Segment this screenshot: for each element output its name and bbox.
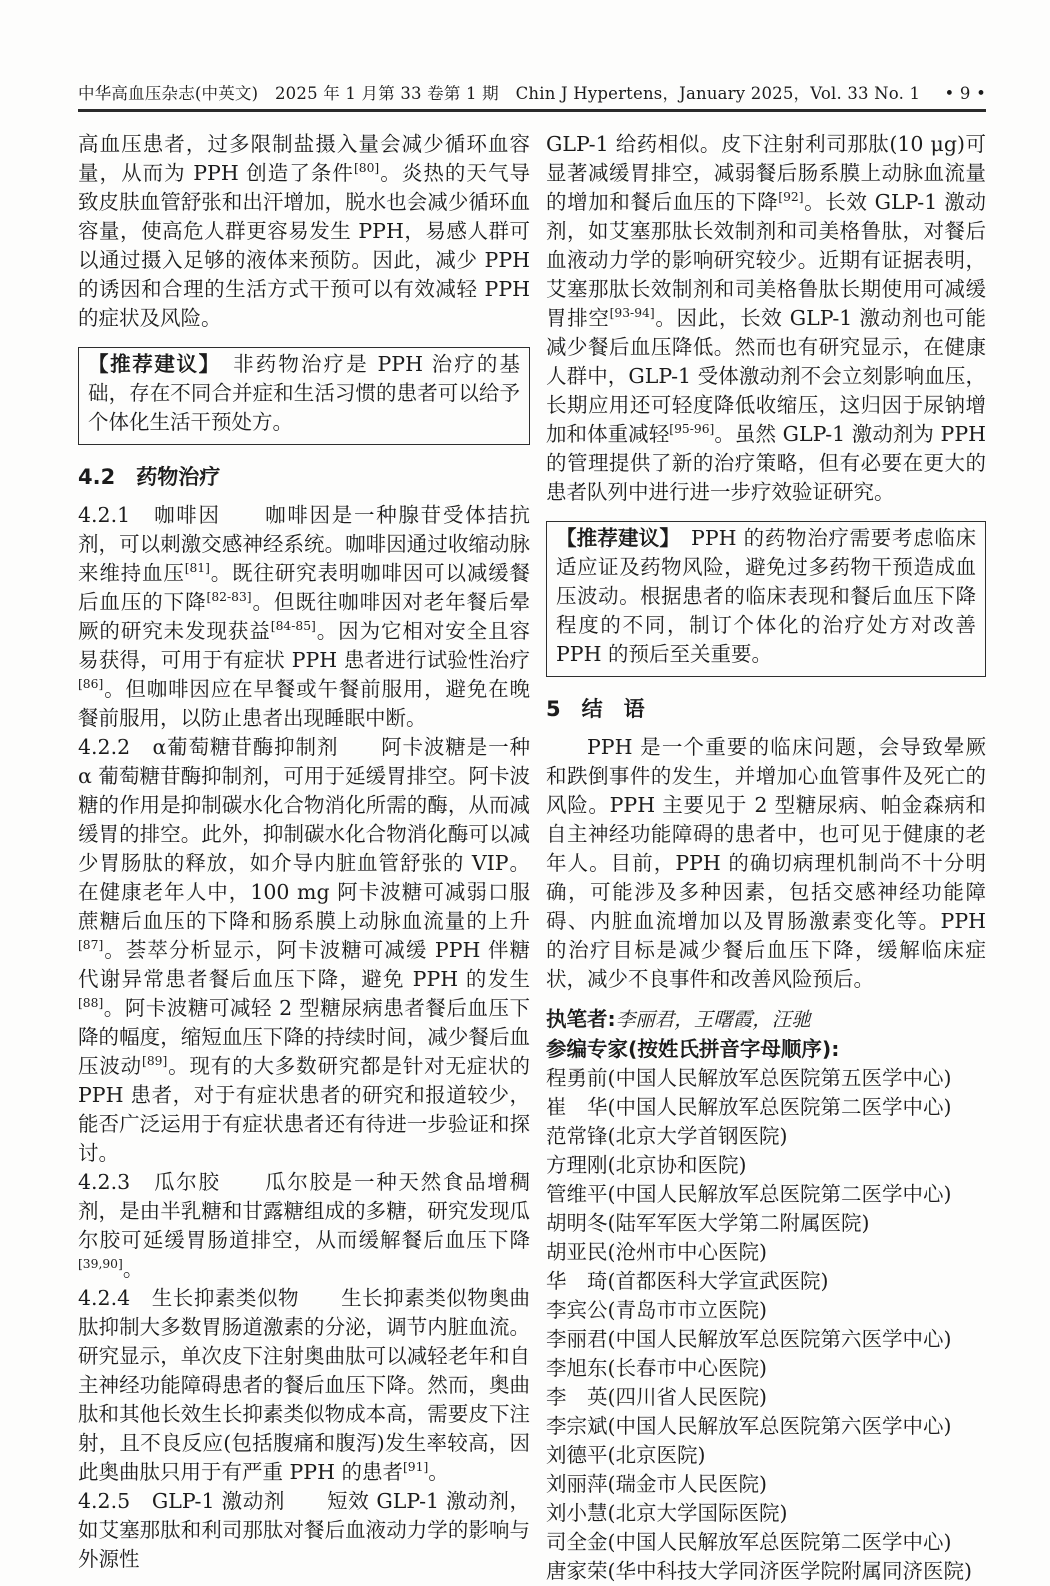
expert-entry: 李丽君(中国人民解放军总医院第六医学中心)	[546, 1327, 952, 1351]
paragraph-glp1-continued: GLP-1 给药相似。皮下注射利司那肽(10 μg)可显著减缓胃排空，减弱餐后肠系膜上动脉血流量的增加和餐后血压的下降[92]。长效 GLP-1 激动剂，如艾塞那肽长效制剂和司美格鲁肽，对餐后血液动力学的影响研究较少。近期有证据表明，艾塞那肽长效制剂和司美格鲁肽长期使用可减缓胃排空[93-94]。因此，长效 GLP-1 激动剂也可能减少餐后血压降低。然而也有研究显示，在健康人群中，GLP-1 受体激动剂不会立刻影响血压，长期应用还可轻度降低收缩压，这归因于尿钠增加和体重减轻[95-96]。虽然 GLP-1 激动剂为 PPH 的管理提供了新的治疗策略，但有必要在更大的患者队列中进行进一步疗效验证研究。	[546, 132, 987, 504]
paragraph-4-2-3-guar-gum: 4.2.3 瓜尔胶 瓜尔胶是一种天然食品增稠剂，是由半乳糖和甘露糖组成的多糖，研究发现瓜尔胶可延缓胃肠道排空，从而缓解餐后血压下降[39,90]。	[78, 1170, 530, 1281]
paragraph-continuation: 高血压患者，过多限制盐摄入量会减少循环血容量，从而为 PPH 创造了条件[80]。炎热的天气导致皮肤血管舒张和出汗增加，脱水也会减少循环血容量，使高危人群更容易发生 PPH，易感人群可以通过摄入足够的液体来预防。因此，减少 PPH 的诱因和合理的生活方式干预可以有效减轻 PPH 的症状及风险。	[78, 132, 531, 330]
header-rule	[78, 109, 986, 112]
paragraph-conclusion: PPH 是一个重要的临床问题，会导致晕厥和跌倒事件的发生，并增加心血管事件及死亡的风险。PPH 主要见于 2 型糖尿病、帕金森病和自主神经功能障碍的患者中，也可见于健康的老年人。目前，PPH 的确切病理机制尚不十分明确，可能涉及多种因素，包括交感神经功能障碍、内脏血流增加以及胃肠激素变化等。PPH 的治疗目标是减少餐后血压下降，缓解临床症状，减少不良事件和改善风险预后。	[546, 735, 986, 991]
journal-citation-line: 中华高血压杂志(中英文) 2025 年 1 月第 33 卷第 1 期 Chin J Hypertens，January 2025，Vol. 33 No. 1	[78, 84, 921, 103]
recommendation-text: PPH 的药物治疗需要考虑临床适应证及药物风险，避免过多药物干预造成血压波动。根据患者的临床表现和餐后血压下降程度的不同，制订个体化的治疗处方对改善 PPH 的预后至关重要。	[556, 526, 977, 666]
expert-entry: 司全金(中国人民解放军总医院第二医学中心)	[546, 1530, 952, 1554]
expert-entry: 崔 华(中国人民解放军总医院第二医学中心)	[546, 1095, 952, 1119]
experts-label: 参编专家(按姓氏拼音字母顺序):	[546, 1037, 840, 1061]
recommendation-box-1	[78, 347, 530, 445]
expert-entry: 方理刚(北京协和医院)	[546, 1153, 747, 1177]
left-column	[78, 130, 530, 1574]
section-heading-5-conclusion: 5 结 语	[546, 697, 645, 721]
paragraph-4-2-2-acarbose: 4.2.2 α葡萄糖苷酶抑制剂 阿卡波糖是一种 α 葡萄糖苷酶抑制剂，可用于延缓胃排空。阿卡波糖的作用是抑制碳水化合物消化所需的酶，从而减缓胃的排空。此外，抑制碳水化合物消化酶可以减少胃肠肽的释放，如介导内脏血管舒张的 VIP。在健康老年人中，100 mg 阿卡波糖可减弱口服蔗糖后血压的下降和肠系膜上动脉血流量的上升[87]。荟萃分析显示，阿卡波糖可减缓 PPH 伴糖代谢异常患者餐后血压下降，避免 PPH 的发生[88]。阿卡波糖可减轻 2 型糖尿病患者餐后血压下降的幅度，缩短血压下降的持续时间，减少餐后血压波动[89]。现有的大多数研究都是针对无症状的 PPH 患者，对于有症状患者的研究和报道较少，能否广泛运用于有症状患者还有待进一步验证和探讨。	[78, 735, 531, 1165]
page-header	[78, 80, 986, 104]
expert-entry: 刘德平(北京医院)	[546, 1443, 706, 1467]
expert-entry: 李 英(四川省人民医院)	[546, 1385, 767, 1409]
expert-entry: 唐家荣(华中科技大学同济医学院附属同济医院)	[546, 1559, 972, 1583]
page-number: • 9 •	[944, 84, 986, 103]
paragraph-4-2-1-caffeine: 4.2.1 咖啡因 咖啡因是一种腺苷受体拮抗剂，可以刺激交感神经系统。咖啡因通过收缩动脉来维持血压[81]。既往研究表明咖啡因可以减缓餐后血压的下降[82-83]。但既往咖啡因对老年餐后晕厥的研究未发现获益[84-85]。因为它相对安全且容易获得，可用于有症状 PPH 患者进行试验性治疗[86]。但咖啡因应在早餐或午餐前服用，避免在晚餐前服用，以防止患者出现睡眠中断。	[78, 503, 531, 730]
expert-entry: 华 琦(首都医科大学宣武医院)	[546, 1269, 829, 1293]
section-heading-4-2: 4.2 药物治疗	[78, 465, 221, 489]
expert-entry: 程勇前(中国人民解放军总医院第五医学中心)	[546, 1066, 952, 1090]
paragraph-4-2-4-somatostatin: 4.2.4 生长抑素类似物 生长抑素类似物奥曲肽抑制大多数胃肠道激素的分泌，调节内脏血流。研究显示，单次皮下注射奥曲肽可以减轻老年和自主神经功能障碍患者的餐后血压下降。然而，奥曲肽和其他长效生长抑素类似物成本高，需要皮下注射，且不良反应(包括腹痛和腹泻)发生率较高，因此奥曲肽只用于有严重 PPH 的患者[91]。	[78, 1286, 530, 1484]
expert-entry: 范常锋(北京大学首钢医院)	[546, 1124, 788, 1148]
recommendation-label: 【推荐建议】	[88, 352, 211, 376]
expert-entry: 刘小慧(北京大学国际医院)	[546, 1501, 788, 1525]
recommendation-text: 非药物治疗是 PPH 治疗的基础，存在不同合并症和生活习惯的患者可以给予个体化生活干预处方。	[88, 352, 520, 434]
expert-entry: 李旭东(长春市中心医院)	[546, 1356, 767, 1380]
right-column	[546, 130, 986, 1586]
authors-line	[546, 1005, 986, 1034]
expert-entry: 胡明冬(陆军军医大学第二附属医院)	[546, 1211, 870, 1235]
expert-entry: 管维平(中国人民解放军总医院第二医学中心)	[546, 1182, 952, 1206]
recommendation-label: 【推荐建议】	[556, 526, 670, 550]
paragraph-4-2-5-glp1: 4.2.5 GLP-1 激动剂 短效 GLP-1 激动剂，如艾塞那肽和利司那肽对餐后血液动力学的影响与外源性	[78, 1489, 530, 1571]
experts-list	[546, 1064, 986, 1586]
authors-names: 李丽君，王曙霞，汪驰	[615, 1008, 811, 1031]
recommendation-box-2	[546, 521, 986, 677]
expert-entry: 李宾公(青岛市市立医院)	[546, 1298, 767, 1322]
experts-label-line	[546, 1035, 986, 1064]
expert-entry: 胡亚民(沧州市中心医院)	[546, 1240, 767, 1264]
authors-label: 执笔者:	[546, 1007, 616, 1031]
expert-entry: 李宗斌(中国人民解放军总医院第六医学中心)	[546, 1414, 952, 1438]
expert-entry: 刘丽萍(瑞金市人民医院)	[546, 1472, 767, 1496]
